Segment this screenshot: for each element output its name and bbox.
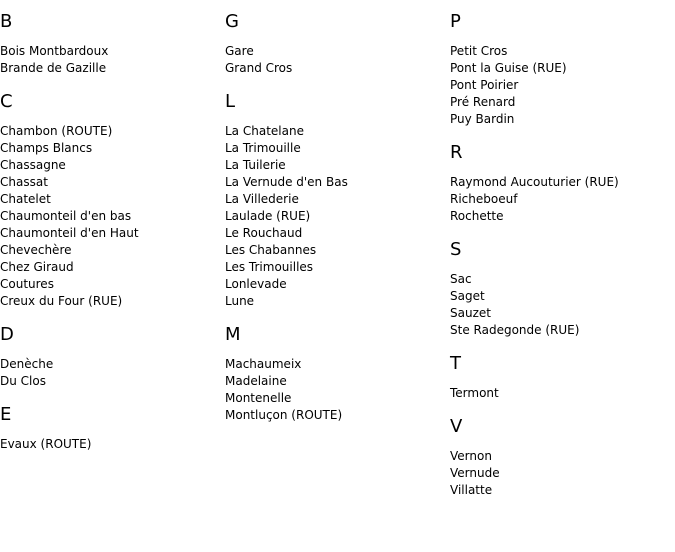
street-name-item[interactable]: Raymond Aucouturier (RUE) [450,175,619,189]
section-letter-heading: L [225,91,236,112]
street-name-item[interactable]: Villatte [450,483,493,497]
street-name-item[interactable]: Chaumonteil d'en Haut [0,226,139,240]
street-name-item[interactable]: Lonlevade [225,277,287,291]
section-letter-heading: G [225,11,239,32]
street-name-item[interactable]: Montenelle [225,391,292,405]
letter-section [225,91,445,310]
street-name-item[interactable]: Chatelet [0,192,51,206]
index-column-1 [0,0,220,453]
street-name-item[interactable]: Grand Cros [225,61,293,75]
street-name-item[interactable]: Le Rouchaud [225,226,303,240]
street-list [0,356,220,390]
street-name-item[interactable]: Chez Giraud [0,260,74,274]
street-name-item[interactable]: Du Clos [0,374,46,388]
street-name-item[interactable]: La Vernude d'en Bas [225,175,348,189]
street-list [450,43,670,128]
street-name-item[interactable]: La Tuilerie [225,158,286,172]
street-name-item[interactable]: Montluçon (ROUTE) [225,408,343,422]
street-name-item[interactable]: Laulade (RUE) [225,209,311,223]
section-letter-heading: E [0,404,12,425]
letter-section [225,11,445,77]
street-name-item[interactable]: Evaux (ROUTE) [0,437,92,451]
street-name-item[interactable]: Chassagne [0,158,66,172]
street-name-item[interactable]: Sac [450,272,472,286]
letter-section [450,353,670,402]
street-name-item[interactable]: Saget [450,289,485,303]
section-letter-heading: T [450,353,461,374]
street-name-item[interactable]: Sauzet [450,306,491,320]
street-list [0,43,220,77]
street-name-item[interactable]: Les Trimouilles [225,260,314,274]
index-column-2 [225,0,445,424]
letter-section [0,11,220,77]
street-name-item[interactable]: Chaumonteil d'en bas [0,209,132,223]
street-name-item[interactable]: Pré Renard [450,95,516,109]
street-name-item[interactable]: Bois Montbardoux [0,44,109,58]
street-name-item[interactable]: Gare [225,44,254,58]
street-name-item[interactable]: La Villederie [225,192,299,206]
street-name-item[interactable]: Brande de Gazille [0,61,107,75]
street-name-item[interactable]: Vernon [450,449,492,463]
street-name-item[interactable]: Madelaine [225,374,287,388]
street-name-item[interactable]: Pont la Guise (RUE) [450,61,567,75]
index-column-3 [450,0,670,499]
street-name-item[interactable]: Champs Blancs [0,141,93,155]
letter-section [450,142,670,225]
street-name-item[interactable]: La Trimouille [225,141,301,155]
street-name-item[interactable]: Les Chabannes [225,243,317,257]
street-name-item[interactable]: Termont [450,386,499,400]
letter-section [450,11,670,128]
street-list [450,448,670,499]
letter-section [225,324,445,424]
section-letter-heading: R [450,142,463,163]
street-name-item[interactable]: Denèche [0,357,54,371]
street-name-item[interactable]: Coutures [0,277,54,291]
street-name-item[interactable]: Petit Cros [450,44,508,58]
street-list [225,43,445,77]
street-list [225,123,445,310]
letter-section [0,91,220,310]
street-name-item[interactable]: Vernude [450,466,500,480]
street-list [450,174,670,225]
street-list [0,436,220,453]
street-name-item[interactable]: Machaumeix [225,357,302,371]
letter-section [0,324,220,390]
section-letter-heading: C [0,91,13,112]
letter-section [450,239,670,339]
letter-section [0,404,220,453]
street-name-item[interactable]: Lune [225,294,255,308]
street-name-item[interactable]: Chassat [0,175,48,189]
street-name-item[interactable]: Chambon (ROUTE) [0,124,113,138]
section-letter-heading: D [0,324,14,345]
section-letter-heading: S [450,239,462,260]
street-name-item[interactable]: Pont Poirier [450,78,519,92]
street-list [225,356,445,424]
letter-section [450,416,670,499]
street-name-item[interactable]: Puy Bardin [450,112,515,126]
street-list [0,123,220,310]
street-list [450,271,670,339]
section-letter-heading: M [225,324,241,345]
street-name-item[interactable]: La Chatelane [225,124,304,138]
street-list [450,385,670,402]
section-letter-heading: P [450,11,461,32]
section-letter-heading: B [0,11,13,32]
street-name-item[interactable]: Chevechère [0,243,72,257]
street-name-item[interactable]: Richeboeuf [450,192,518,206]
street-name-item[interactable]: Creux du Four (RUE) [0,294,123,308]
section-letter-heading: V [450,416,463,437]
street-name-item[interactable]: Ste Radegonde (RUE) [450,323,580,337]
street-name-item[interactable]: Rochette [450,209,504,223]
